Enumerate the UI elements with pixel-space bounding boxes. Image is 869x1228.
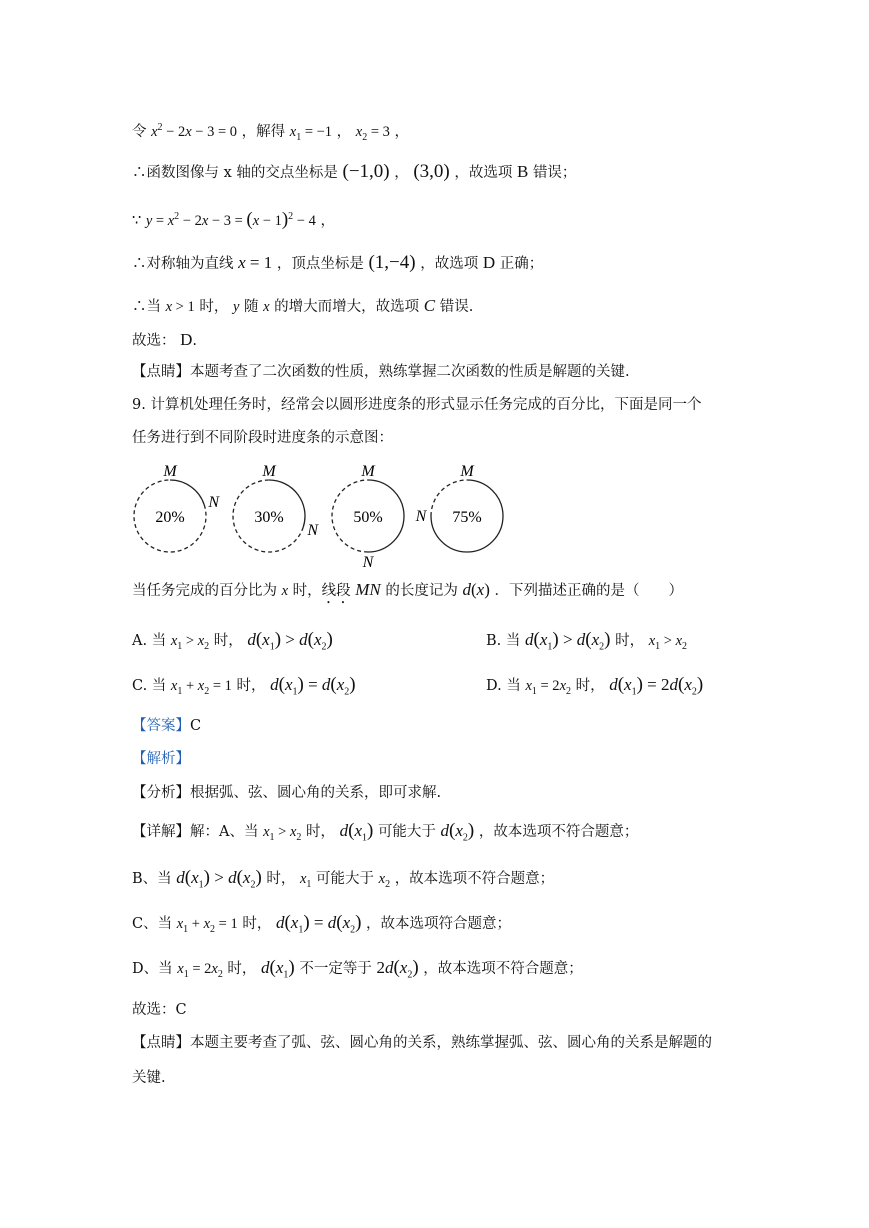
answer-value: C [190,718,202,734]
d-x1: $d(x_1)$ [261,957,295,981]
progress-circles-figure [126,458,516,570]
axis-eq: x = 1 [238,253,273,272]
vertex-form: $y = x^2 - 2x - 3 = (x - 1)^2 - 4$ [145,208,316,230]
option-label: A. 当 [132,633,167,649]
var-y: y [232,299,240,315]
point-m-label: M [460,463,474,480]
dianjing-2-line-1: 【点睛】本题主要考查了弧、弦、圆心角的关系，熟练掌握弧、弦、圆心角的关系是解题的 [132,1035,712,1051]
option-label: C. 当 [132,678,167,694]
text-seg: ，顶点坐标是 [276,256,364,272]
d-x2: $d(x_2)$ [440,820,475,844]
cond: $x_1 = 2x_2$ [525,678,571,697]
question-9-line-2: 任务进行到不同阶段时进度条的示意图： [132,430,393,446]
fenxi-line: 【分析】根据弧、弦、圆心角的关系，即可求解. [132,785,442,801]
progress-percent-label: 20% [155,509,185,526]
segment-mn: MN [355,580,381,599]
option-b [486,630,687,657]
point-n-label: N [415,508,427,525]
point-n-label: N [362,554,374,570]
result: $d(x_1) > d(x_2)$ [247,629,333,653]
point-n-label: N [307,522,319,540]
two-d-x2: $2d(x_2)$ [376,957,419,981]
text-seg: 时， [575,678,605,694]
result: $d(x_1) = d(x_2)$ [275,912,362,936]
text-seg: 【详解】解：A、当 [132,824,259,840]
text-seg: ∴当 [132,299,161,315]
option-letter: D [482,253,496,272]
var-x: x [263,299,270,315]
option-letter: C [423,296,436,315]
var-x: x [281,583,289,599]
answer-line [132,716,201,736]
result: $x_1 > x_2$ [648,633,688,652]
text-seg: 时， [615,633,645,649]
text-seg: ， [320,212,335,229]
axis-line [132,253,543,274]
text-seg: ，故本选项不符合题意； [478,824,639,840]
point-2: (3,0) [413,161,450,182]
option-c [132,675,356,702]
text-seg: 的长度记为 [385,583,458,599]
detail-c [132,913,511,940]
root-2: $x_2 = 3$ [355,123,390,143]
text-seg: 可能大于 [316,871,375,887]
text-seg: 错误； [532,165,577,181]
cond: $d(x_1) > d(x_2)$ [524,629,611,653]
vertex-form-line [132,207,335,231]
text-seg: 的增大而增大，故选项 [274,299,420,315]
text-seg: ．下列描述正确的是（ ） [494,583,683,599]
cond: $x_1 > x_2$ [170,633,210,652]
answer-letter: D [180,330,193,349]
progress-percent-label: 50% [353,509,383,526]
text-seg: 时， [199,299,229,315]
text-seg: ∴对称轴为直线 [132,256,234,272]
text-seg: 时， [306,824,336,840]
increasing-line [132,296,473,317]
text-seg: D、当 [132,961,173,977]
point-m-label: M [262,463,276,480]
choose-final: 故选：C [132,1002,187,1018]
root-1: $x_1 = -1$ [289,123,333,143]
text-seg: 不一定等于 [299,961,372,977]
text-seg: ， [394,123,409,140]
detail-a [132,821,638,848]
dianjing-2-line-2: 关键. [132,1070,166,1086]
text-seg: 令 [132,123,147,140]
cond: $x_1 + x_2 = 1$ [170,678,232,697]
answer-tag: 【答案】 [132,718,190,734]
text-seg: 时， [266,871,296,887]
option-a [132,630,333,657]
point-m-label: M [361,463,375,480]
text-seg: ，故本选项符合题意； [366,916,512,932]
x2: $x_2$ [378,871,391,890]
x1: $x_1$ [299,871,312,890]
text-seg: ，故选项 [420,256,479,272]
text-seg: ∵ [132,212,142,229]
text-seg: ，解得 [241,123,286,140]
progress-percent-label: 30% [254,509,284,526]
option-d [486,675,703,702]
text-seg: ，故本选项不符合题意； [394,871,555,887]
text-seg: 可能大于 [377,824,436,840]
text-seg: 时， [242,916,272,932]
question-9-line-3 [132,580,683,607]
option-label: D. 当 [486,678,521,694]
text-seg: 错误. [439,299,474,315]
vertex-point: (1,−4) [368,252,416,273]
progress-done-arc [170,480,204,505]
text-seg: 故选： [132,333,176,349]
detail-d [132,958,583,985]
question-9-line-1: 9. 计算机处理任务时，经常会以圆形进度条的形式显示任务完成的百分比，下面是同一个 [132,397,702,413]
cond: $d(x_1) > d(x_2)$ [176,867,262,891]
ineq: x > 1 [165,299,195,315]
text-seg: ， [394,165,409,181]
text-seg: 时， [236,678,266,694]
d-of-x: d(x) [462,580,490,599]
text-seg: 时， [292,583,322,599]
option-letter: B [516,162,529,181]
text-seg: B、当 [132,871,172,887]
cond: $x_1 + x_2 = 1$ [176,916,238,935]
detail-b [132,868,554,895]
point-1: (−1,0) [342,161,390,182]
option-label: B. 当 [486,633,521,649]
text-seg: 时， [213,633,243,649]
result: $d(x_1) = 2d(x_2)$ [609,674,704,698]
text-seg: C、当 [132,916,173,932]
choose-line [132,330,197,351]
solve-equation-line [132,118,409,148]
analysis-tag: 【解析】 [132,751,190,767]
cond: $x_1 = 2x_2$ [177,961,223,980]
text-seg: ，故本选项不符合题意； [423,961,583,977]
point-n-label: N [208,493,220,511]
text-seg: 正确； [499,256,544,272]
cond: $x_1 > x_2$ [263,824,302,843]
progress-percent-label: 75% [452,509,482,526]
result: $d(x_1) = d(x_2)$ [270,674,356,698]
d-x1: $d(x_1)$ [339,820,374,844]
text-seg: ∴函数图像与 x 轴的交点坐标是 [132,165,338,181]
intersection-line [132,162,576,183]
emphasized-text: 线段 [321,583,351,599]
text-seg: 当任务完成的百分比为 [132,583,277,599]
equation: $x^2 - 2x - 3 = 0$ [151,122,238,140]
dianjing-1: 【点睛】本题考查了二次函数的性质，熟练掌握二次函数的性质是解题的关键. [132,364,630,380]
text-seg: . [192,333,197,349]
text-seg: ， [336,123,352,140]
point-m-label: M [163,463,177,480]
text-seg: 随 [244,299,259,315]
text-seg: 时， [227,961,257,977]
text-seg: ，故选项 [454,165,513,181]
